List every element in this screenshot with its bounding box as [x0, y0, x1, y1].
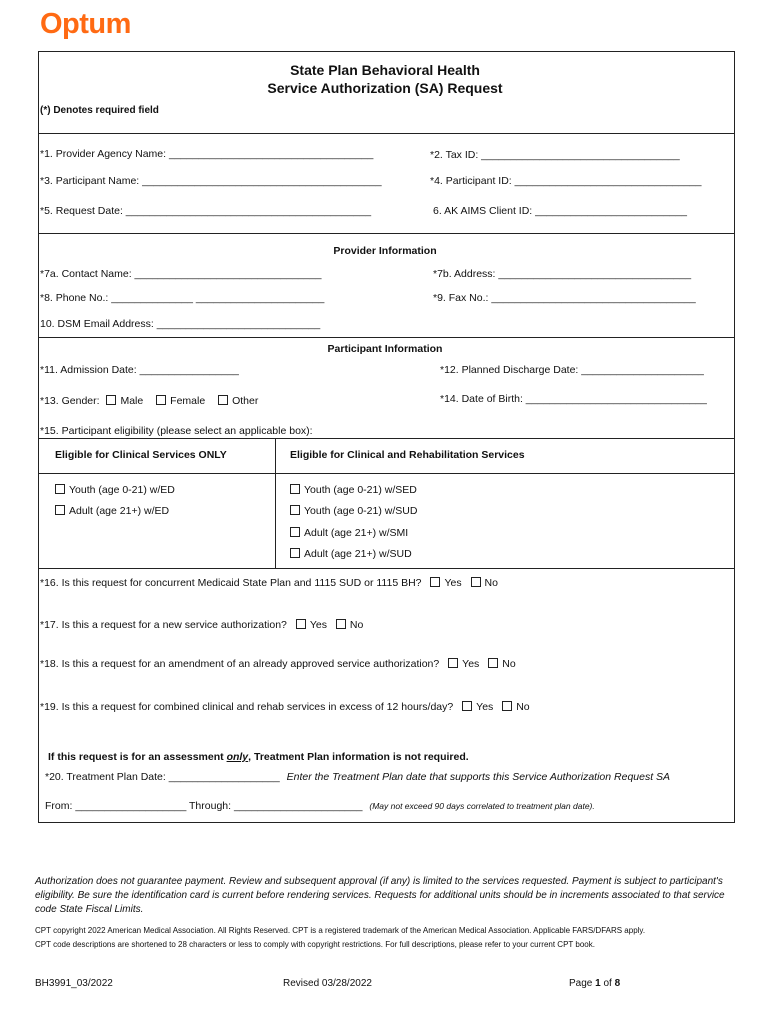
question-19-row — [40, 701, 530, 713]
contact-name-field[interactable]: *7a. Contact Name: ________________________________ — [40, 268, 322, 280]
rehab-option[interactable] — [290, 505, 417, 517]
option-label: Adult (age 21+) w/ED — [69, 505, 170, 517]
provider-agency-field[interactable]: *1. Provider Agency Name: ___________________________________ — [40, 148, 374, 160]
no-label: No — [516, 701, 530, 713]
participant-name-field[interactable]: *3. Participant Name: _________________________________________ — [40, 175, 382, 187]
rehab-option[interactable] — [290, 548, 412, 560]
q19-yes-checkbox[interactable] — [462, 701, 472, 711]
clinical-rehab-heading: Eligible for Clinical and Rehabilitation Services — [290, 449, 525, 461]
q16-yes-checkbox[interactable] — [430, 577, 440, 587]
date-range-hint: (May not exceed 90 days correlated to treatment plan date). — [369, 801, 595, 811]
required-note: (*) Denotes required field — [40, 105, 159, 116]
copyright-line2: CPT code descriptions are shortened to 28 characters or less to comply with copyright restrictions. For full descriptions, please refer to your current CPT book. — [35, 940, 595, 949]
question-16-text: *16. Is this request for concurrent Medicaid State Plan and 1115 SUD or 1115 BH? — [40, 577, 422, 589]
participant-info-heading: Participant Information — [327, 343, 443, 355]
provider-info-heading: Provider Information — [333, 245, 437, 257]
date-range-row — [45, 800, 595, 812]
option-label: Adult (age 21+) w/SMI — [304, 527, 409, 539]
gender-female-checkbox[interactable] — [156, 395, 166, 405]
question-19-text: *19. Is this a request for combined clinical and rehab services in excess of 12 hours/day? — [40, 701, 454, 713]
request-date-field[interactable]: *5. Request Date: __________________________________________ — [40, 205, 372, 217]
checkbox[interactable] — [290, 548, 300, 558]
divider — [38, 337, 735, 338]
treatment-plan-date-field[interactable]: *20. Treatment Plan Date: ___________________ — [45, 771, 280, 783]
fax-field[interactable]: *9. Fax No.: ___________________________________ — [433, 292, 696, 304]
option-label: Youth (age 0-21) w/ED — [69, 484, 175, 496]
no-label: No — [502, 658, 516, 670]
assessment-note — [48, 751, 469, 763]
checkbox[interactable] — [290, 527, 300, 537]
treatment-plan-hint: Enter the Treatment Plan date that supports this Service Authorization Request SA — [286, 771, 671, 783]
yes-label: Yes — [476, 701, 494, 713]
option-label: Youth (age 0-21) w/SUD — [304, 505, 418, 517]
clinical-option[interactable] — [55, 505, 169, 517]
divider — [275, 438, 276, 568]
no-label: No — [484, 577, 498, 589]
clinical-only-heading: Eligible for Clinical Services ONLY — [55, 449, 227, 461]
ak-aims-client-id-field[interactable]: 6. AK AIMS Client ID: __________________________ — [433, 205, 687, 217]
gender-other-checkbox[interactable] — [218, 395, 228, 405]
page-mid: of — [600, 978, 615, 989]
yes-label: Yes — [309, 619, 327, 631]
form-id: BH3991_03/2022 — [35, 978, 113, 989]
eligibility-label: *15. Participant eligibility (please select an applicable box): — [40, 425, 313, 437]
gender-row — [40, 395, 258, 407]
question-17-text: *17. Is this a request for a new service authorization? — [40, 619, 287, 631]
page-total: 8 — [614, 978, 621, 989]
phone-field[interactable]: *8. Phone No.: ______________ ______________________ — [40, 292, 325, 304]
yes-label: Yes — [444, 577, 462, 589]
question-16-row — [40, 577, 498, 589]
revised-date: Revised 03/28/2022 — [283, 978, 372, 989]
disclaimer: Authorization does not guarantee payment. Review and subsequent approval (if any) is limited to the services requested. Payment is subject to participant's eligibility. Be sure the identification card is current before rendering services. Requests for additional units should be in increments associated to that service code State Fiscal Limits. — [35, 876, 725, 915]
discharge-date-field[interactable]: *12. Planned Discharge Date: _____________________ — [440, 364, 704, 376]
option-label: Youth (age 0-21) w/SED — [304, 484, 417, 496]
q17-no-checkbox[interactable] — [336, 619, 346, 629]
tax-id-field[interactable]: *2. Tax ID: __________________________________ — [430, 149, 680, 161]
date-of-birth-field[interactable]: *14. Date of Birth: _______________________________ — [440, 393, 707, 405]
divider — [38, 473, 735, 474]
page-pre: Page — [569, 978, 596, 989]
q18-no-checkbox[interactable] — [488, 658, 498, 668]
divider — [38, 568, 735, 569]
gender-male-checkbox[interactable] — [106, 395, 116, 405]
gender-male-label: Male — [120, 395, 144, 407]
q18-yes-checkbox[interactable] — [448, 658, 458, 668]
treatment-plan-row — [45, 771, 670, 783]
participant-id-field[interactable]: *4. Participant ID: ________________________________ — [430, 175, 702, 187]
question-18-text: *18. Is this a request for an amendment of an already approved service authorization? — [40, 658, 440, 670]
divider — [38, 438, 735, 439]
page-number: 1 — [595, 978, 601, 989]
form-title-line2: Service Authorization (SA) Request — [267, 80, 503, 96]
checkbox[interactable] — [290, 484, 300, 494]
note-only: only — [226, 751, 249, 763]
checkbox[interactable] — [55, 505, 65, 515]
question-17-row — [40, 619, 363, 631]
dsm-email-field[interactable]: 10. DSM Email Address: ____________________________ — [40, 318, 321, 330]
clinical-option[interactable] — [55, 484, 175, 496]
question-18-row — [40, 658, 516, 670]
option-label: Adult (age 21+) w/SUD — [304, 548, 412, 560]
gender-other-label: Other — [232, 395, 259, 407]
gender-female-label: Female — [170, 395, 206, 407]
gender-label: *13. Gender: — [40, 395, 100, 407]
q16-no-checkbox[interactable] — [471, 577, 481, 587]
q17-yes-checkbox[interactable] — [296, 619, 306, 629]
admission-date-field[interactable]: *11. Admission Date: _________________ — [40, 364, 239, 376]
checkbox[interactable] — [290, 505, 300, 515]
checkbox[interactable] — [55, 484, 65, 494]
note-pre: If this request is for an assessment — [48, 751, 227, 763]
form-title-line1: State Plan Behavioral Health — [290, 62, 480, 78]
address-field[interactable]: *7b. Address: _________________________________ — [433, 268, 692, 280]
yes-label: Yes — [462, 658, 480, 670]
page-indicator — [569, 978, 620, 989]
divider — [38, 233, 735, 234]
q19-no-checkbox[interactable] — [502, 701, 512, 711]
optum-logo: Optum — [40, 8, 131, 40]
from-through-field[interactable]: From: ___________________ Through: ______________________ — [45, 800, 363, 812]
rehab-option[interactable] — [290, 527, 408, 539]
divider — [38, 133, 735, 134]
no-label: No — [349, 619, 364, 631]
copyright-line1: CPT copyright 2022 American Medical Association. All Rights Reserved. CPT is a registered trademark of the American Medical Association. Applicable FARS/DFARS apply. — [35, 926, 646, 935]
rehab-option[interactable] — [290, 484, 417, 496]
note-post: , Treatment Plan information is not required. — [248, 751, 469, 763]
